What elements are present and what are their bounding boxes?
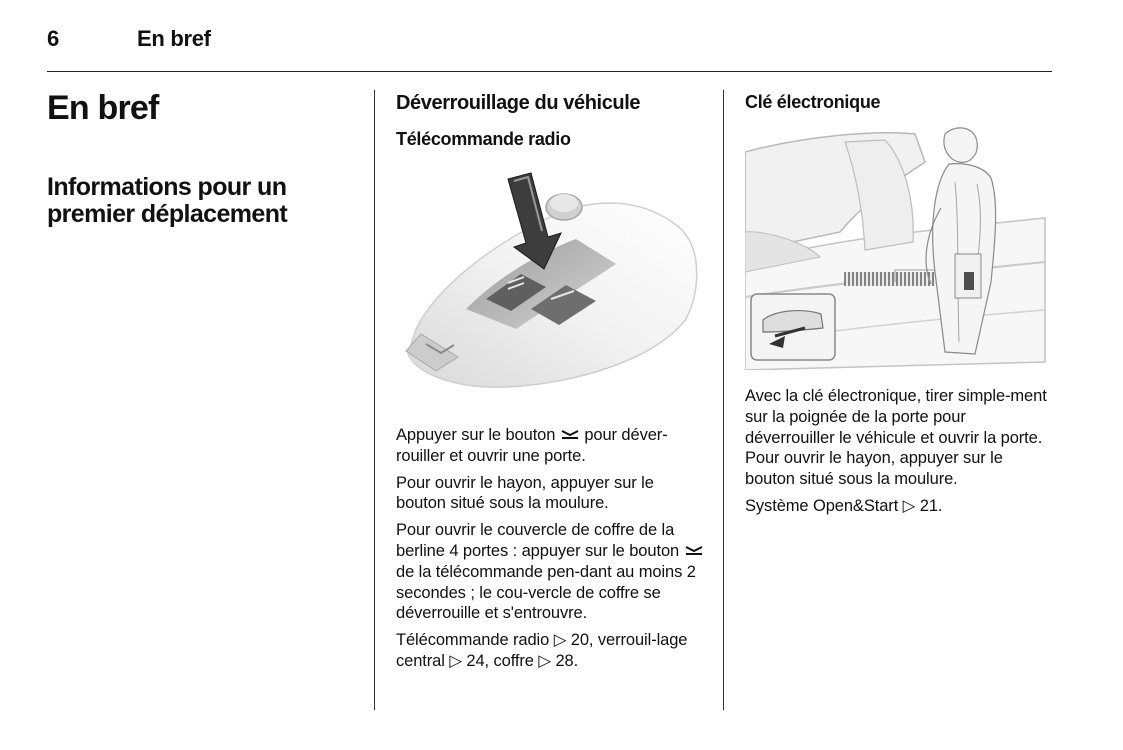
- running-title: En bref: [137, 26, 211, 51]
- cross-reference-arrow-icon: ▷: [449, 651, 462, 670]
- right-column: [745, 90, 1055, 517]
- left-column: [47, 88, 367, 228]
- cross-reference-arrow-icon: ▷: [902, 496, 916, 515]
- column-divider: [723, 90, 724, 710]
- paragraph-tailgate: Pour ouvrir le hayon, appuyer sur le bouton situé sous la moulure.: [396, 473, 654, 513]
- electronic-key-door-illustration: [745, 122, 1055, 370]
- column-divider: [374, 90, 375, 710]
- section-heading-electronic-key: Clé électronique: [745, 92, 881, 112]
- page-header: [47, 26, 1052, 72]
- paragraph-electronic-key: Avec la clé électronique, tirer simple-ment sur la poignée de la porte pour déverrouiller le véhicule et ouvrir la porte. Pour ouvrir le hayon, appuyer sur le bouton situé sous la moulure.: [745, 387, 1047, 489]
- unlock-symbol-icon: [684, 543, 704, 557]
- paragraph-cross-references: Télécommande radio ▷ 20, verrouil-lage central ▷ 24, coffre ▷ 28.: [396, 631, 688, 670]
- chapter-title: En bref: [47, 89, 159, 127]
- unlock-symbol-icon: [560, 427, 580, 441]
- section-heading-unlocking: Déverrouillage du véhicule: [396, 92, 641, 114]
- cross-reference-arrow-icon: ▷: [538, 651, 551, 670]
- middle-column: [396, 90, 706, 672]
- paragraph-boot-lid: Pour ouvrir le couvercle de coffre de la berline 4 portes : appuyer sur le bouton de la télécommande pen-dant au moins 2 secondes ; le cou-vercle de coffre se déverrouille et s'entrouvre.: [396, 520, 706, 624]
- radio-remote-key-illustration: [396, 159, 706, 409]
- paragraph-open-start-reference: Système Open&Start ▷ 21.: [745, 496, 943, 515]
- section-title: Informations pour un premier déplacement: [47, 173, 288, 228]
- cross-reference-arrow-icon: ▷: [553, 631, 567, 650]
- subheading-radio-remote: Télécommande radio: [396, 129, 571, 149]
- paragraph-unlock-button: Appuyer sur le bouton pour déver-rouiller et ouvrir une porte.: [396, 426, 668, 465]
- page-number: 6: [47, 26, 59, 51]
